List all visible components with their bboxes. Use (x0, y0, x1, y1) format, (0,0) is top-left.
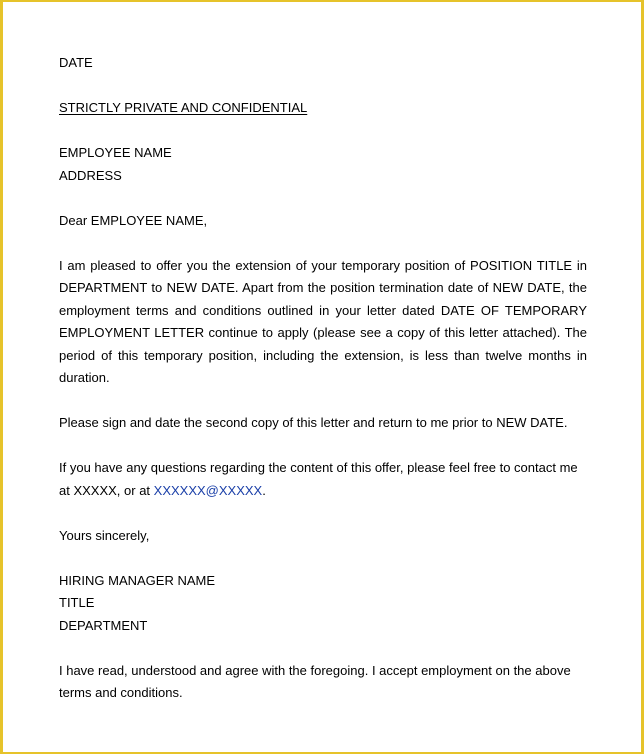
paragraph-sign: Please sign and date the second copy of this letter and return to me prior to NEW DATE. (59, 415, 568, 430)
paragraph-extension: I am pleased to offer you the extension of your temporary position of POSITION TITLE in DEPARTMENT to NEW DATE. Apart from the position termination date of NEW DATE, the employment terms and conditions outlined in your letter dated DATE OF TEMPORARY EMPLOYMENT LETTER continue to apply (please see a copy of this letter attached). The period of this temporary position, including the extension, is less than twelve months in duration. (59, 257, 587, 385)
employee-address: ADDRESS (59, 167, 122, 183)
signatory-department: DEPARTMENT (59, 617, 148, 633)
signatory-title: TITLE (59, 595, 95, 610)
contact-phone-text: at XXXXX, or at (59, 482, 154, 498)
paragraph-questions-line1: If you have any questions regarding the content of this offer, please feel free to contact me (59, 460, 578, 475)
paragraph-questions-line2 (59, 480, 587, 503)
acceptance-line2: terms and conditions. (59, 685, 183, 700)
signatory-name: HIRING MANAGER NAME (59, 572, 216, 588)
salutation: Dear EMPLOYEE NAME, (59, 212, 208, 228)
contact-suffix: . (262, 482, 266, 498)
letter-date: DATE (59, 55, 93, 70)
acceptance-line1: I have read, understood and agree with the foregoing. I accept employment on the above (59, 662, 571, 678)
confidential-heading: STRICTLY PRIVATE AND CONFIDENTIAL (59, 100, 308, 115)
contact-email-link[interactable]: XXXXXX@XXXXX (153, 482, 263, 498)
letter-body (59, 52, 587, 705)
employee-name: EMPLOYEE NAME (59, 145, 172, 160)
closing: Yours sincerely, (59, 527, 150, 543)
